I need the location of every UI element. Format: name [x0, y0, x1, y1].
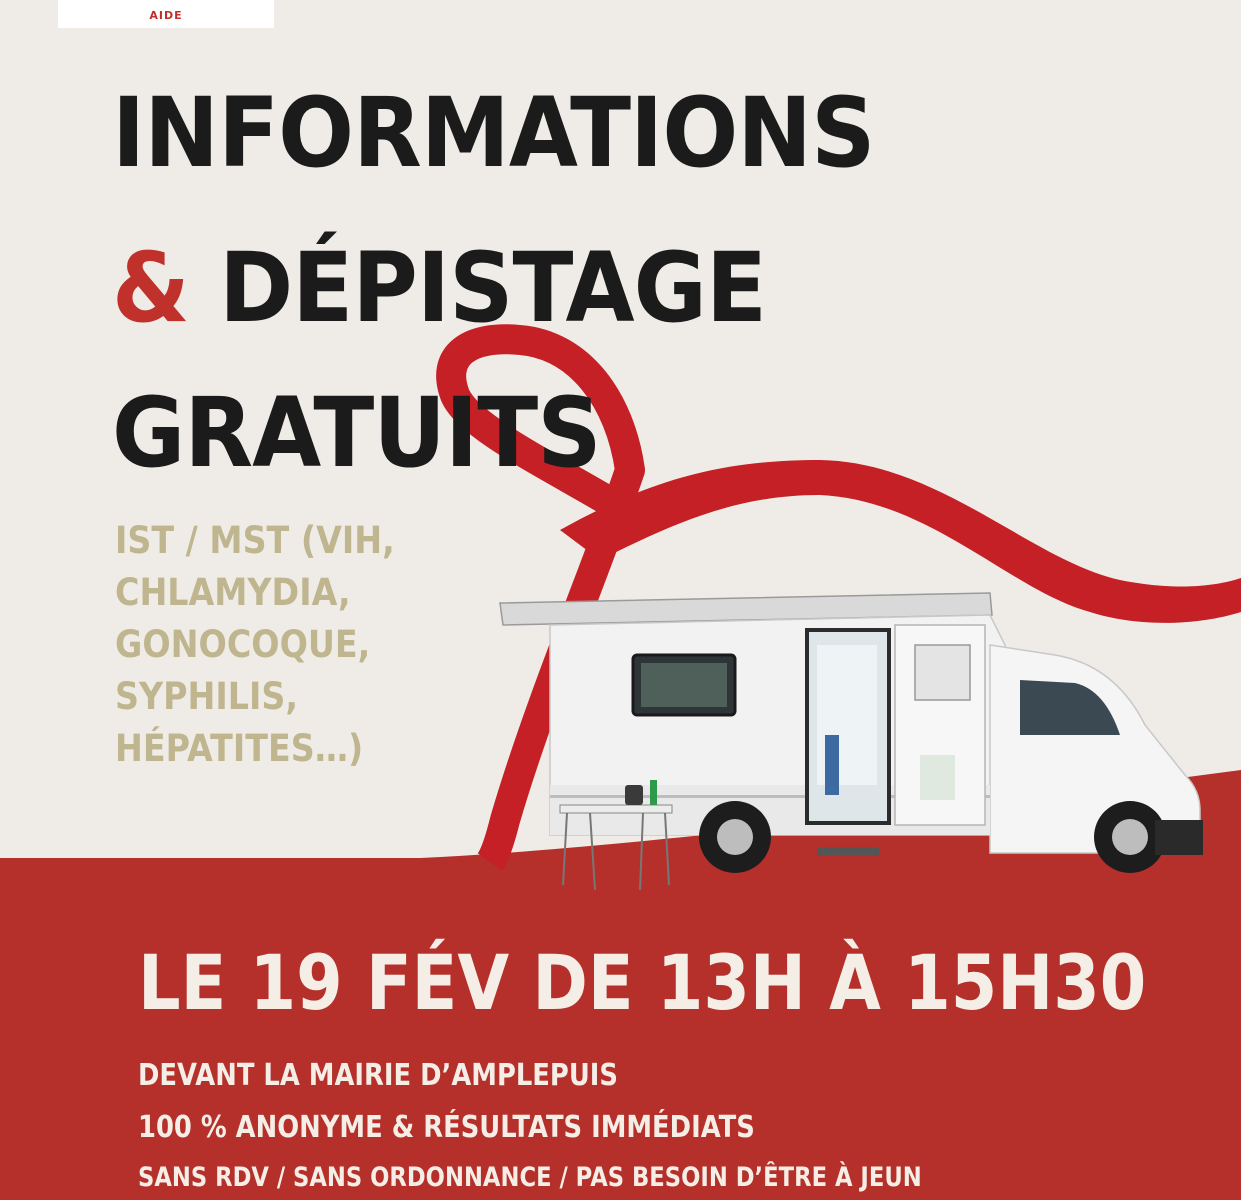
title-ampersand: & [112, 232, 189, 344]
diseases-list [115, 515, 395, 775]
title-line-depistage [112, 232, 767, 344]
camper-van-icon [495, 585, 1210, 890]
title-line-gratuits: GRATUITS [112, 377, 601, 489]
logo-text: AIDE [149, 9, 183, 22]
disease-line: GONOCOQUE, [115, 623, 371, 666]
disease-line: IST / MST (VIH, [115, 519, 395, 562]
event-conditions: SANS RDV / SANS ORDONNANCE / PAS BESOIN D’ÊTRE À JEUN [138, 1162, 922, 1193]
event-date: LE 19 FÉV DE 13H À 15H30 [138, 938, 1147, 1027]
title-line-informations: INFORMATIONS [112, 77, 875, 189]
title-depistage-word: DÉPISTAGE [219, 232, 767, 344]
disease-line: CHLAMYDIA, [115, 571, 351, 614]
event-location: DEVANT LA MAIRIE D’AMPLEPUIS [138, 1058, 618, 1093]
event-anonymous: 100 % ANONYME & RÉSULTATS IMMÉDIATS [138, 1110, 755, 1145]
disease-line: SYPHILIS, [115, 675, 299, 718]
disease-line: HÉPATITES…) [115, 727, 364, 770]
